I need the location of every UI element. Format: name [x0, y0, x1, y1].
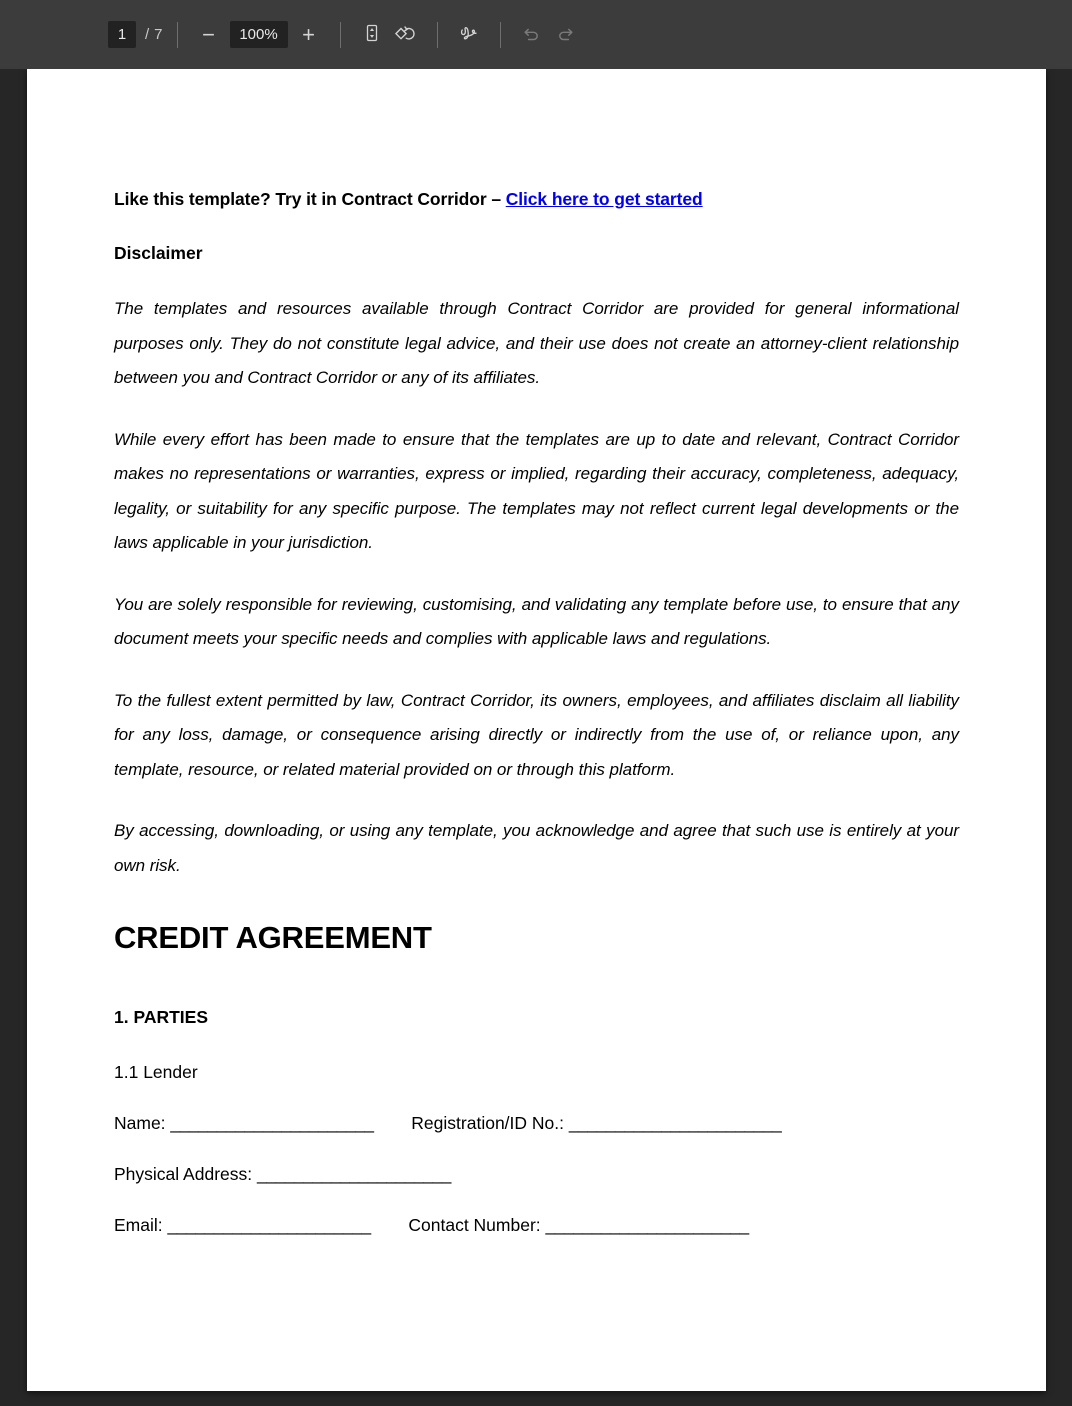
subsection-lender: 1.1 Lender	[114, 1062, 198, 1083]
disclaimer-paragraph-2: While every effort has been made to ensure that the templates are up to date and relevant, Contract Corridor makes no representations or warranties, express or implied, regarding their accuracy, completeness, adequacy, legality, or suitability for any specific purpose. The templates may not reflect current legal developments or the laws applicable in your jurisdiction.	[114, 429, 959, 552]
redo-icon	[555, 23, 576, 47]
name-label: Name:	[114, 1113, 166, 1134]
field-row-name-registration	[114, 1113, 959, 1134]
section-heading-parties: 1. PARTIES	[114, 1007, 209, 1028]
rotate-icon	[395, 23, 416, 47]
zoom-in-label: +	[302, 21, 315, 47]
toolbar-divider	[340, 22, 341, 48]
email-label: Email:	[114, 1215, 163, 1236]
contact-label: Contact Number:	[408, 1215, 541, 1236]
disclaimer-paragraph-3: You are solely responsible for reviewing, customising, and validating any template before use, to ensure that any document meets your specific needs and complies with applicable laws and regulations.	[114, 594, 959, 648]
zoom-level-label: 100%	[239, 26, 278, 43]
page-content	[114, 189, 959, 1236]
pdf-viewer[interactable]	[0, 69, 1072, 1406]
fit-page-icon	[362, 23, 382, 46]
signature-button[interactable]	[452, 18, 486, 52]
view-tools-group	[355, 18, 423, 52]
registration-label: Registration/ID No.:	[411, 1113, 564, 1134]
field-row-email-contact	[114, 1215, 959, 1236]
annotate-group	[452, 18, 486, 52]
name-blank-field[interactable]: ______________________	[170, 1113, 374, 1134]
zoom-out-label: −	[202, 21, 215, 47]
undo-icon	[521, 23, 542, 47]
zoom-out-button[interactable]	[192, 18, 226, 52]
toolbar-divider	[500, 22, 501, 48]
get-started-link[interactable]: Click here to get started	[505, 189, 703, 209]
field-row-address	[114, 1164, 959, 1185]
zoom-group	[192, 18, 326, 52]
undo-button[interactable]	[515, 18, 549, 52]
toolbar-divider	[177, 22, 178, 48]
pdf-toolbar	[0, 0, 1072, 69]
template-promo-line	[114, 189, 959, 210]
history-group	[515, 18, 583, 52]
toolbar-divider	[437, 22, 438, 48]
fit-page-button[interactable]	[355, 18, 389, 52]
disclaimer-paragraph-1: The templates and resources available through Contract Corridor are provided for general informational purposes only. They do not constitute legal advice, and their use does not create an attorney-client relationship between you and Contract Corridor or any of its affiliates.	[114, 299, 959, 387]
page-separator: /	[145, 26, 150, 43]
email-blank-field[interactable]: ______________________	[167, 1215, 371, 1236]
zoom-level-display[interactable]	[230, 21, 288, 48]
redo-button[interactable]	[549, 18, 583, 52]
page-navigation-group	[108, 21, 163, 48]
signature-icon	[458, 22, 480, 47]
page-number-input[interactable]	[108, 21, 136, 48]
pdf-page-1	[27, 69, 1046, 1391]
registration-blank-field[interactable]: _______________________	[568, 1113, 782, 1134]
disclaimer-paragraph-5: By accessing, downloading, or using any template, you acknowledge and agree that such use is entirely at your own risk.	[114, 821, 959, 875]
rotate-button[interactable]	[389, 18, 423, 52]
address-blank-field[interactable]: _____________________	[257, 1164, 451, 1185]
document-title: CREDIT AGREEMENT	[114, 920, 432, 955]
total-pages-label: 7	[154, 26, 163, 43]
zoom-in-button[interactable]	[292, 18, 326, 52]
promo-lead-text: Like this template? Try it in Contract Corridor –	[114, 189, 506, 209]
disclaimer-paragraph-4: To the fullest extent permitted by law, Contract Corridor, its owners, employees, and affiliates disclaim all liability for any loss, damage, or consequence arising directly or indirectly from the use of, or reliance upon, any template, resource, or related material provided on or through this platform.	[114, 690, 959, 779]
address-label: Physical Address:	[114, 1164, 253, 1185]
disclaimer-heading: Disclaimer	[114, 243, 203, 263]
contact-blank-field[interactable]: ______________________	[545, 1215, 749, 1236]
